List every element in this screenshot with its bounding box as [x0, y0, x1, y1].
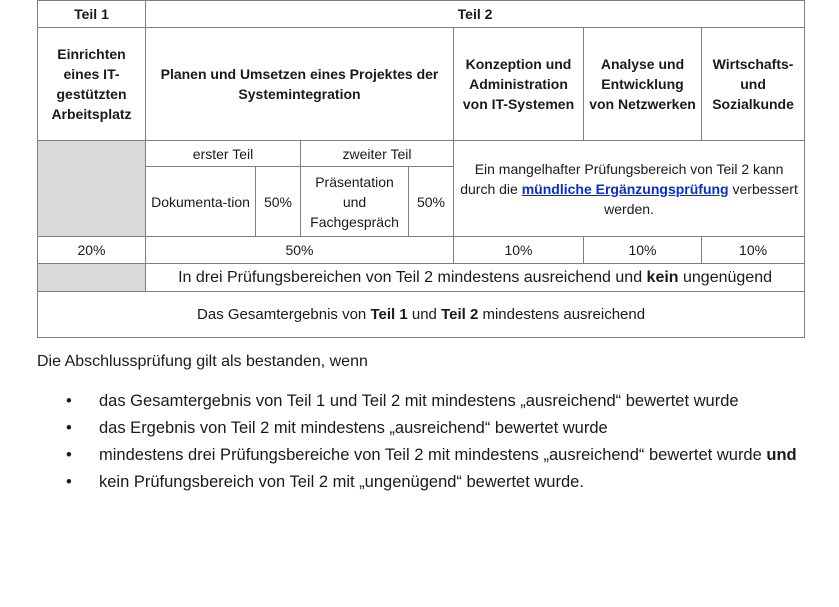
- dokumentation-label: Dokumenta-tion: [146, 167, 256, 237]
- rule-text-bold: kein: [646, 268, 679, 286]
- exam-area-arbeitsplatz: Einrichten eines IT-gestützten Arbeitsplatz: [38, 28, 146, 141]
- erster-teil-label: erster Teil: [146, 141, 301, 167]
- intro-paragraph: Die Abschlussprüfung gilt als bestanden, wenn: [37, 353, 368, 370]
- criteria-text: mindestens drei Prüfungsbereiche von Teil 2 mit mindestens „ausreichend“ bewertet wurde: [99, 446, 762, 464]
- weight-konzeption: 10%: [454, 237, 584, 264]
- total-text-1: Das Gesamtergebnis von: [197, 305, 371, 323]
- empty-gray-cell: [38, 141, 146, 237]
- teil1-header: Teil 1: [38, 1, 146, 28]
- criteria-item: [60, 442, 800, 469]
- empty-gray-cell: [38, 264, 146, 292]
- weight-wiso: 10%: [702, 237, 805, 264]
- gesamtergebnis-rule: [38, 292, 805, 338]
- criteria-bold-und: und: [766, 446, 797, 464]
- exam-area-netzwerke: Analyse und Entwicklung von Netzwerken: [584, 28, 702, 141]
- note-text-end: verbessert werden.: [604, 180, 798, 217]
- criteria-list: [60, 388, 800, 496]
- praesentation-label: Präsentation und Fachgespräch: [301, 167, 409, 237]
- ergaenzung-note: [454, 141, 805, 237]
- criteria-item: • das Ergebnis von Teil 2 mit mindestens „ausreichend“ bewertet wurde: [60, 415, 800, 442]
- weight-projekt: 50%: [146, 237, 454, 264]
- rule-text-end: ungenügend: [678, 268, 772, 286]
- weight-teil1: 20%: [38, 237, 146, 264]
- exam-area-wiso: Wirtschafts- und Sozialkunde: [702, 28, 805, 141]
- exam-area-konzeption: Konzeption und Administration von IT-Systemen: [454, 28, 584, 141]
- total-teil1: Teil 1: [370, 305, 408, 323]
- rule-text-start: In drei Prüfungsbereichen von Teil 2 mindestens ausreichend und: [178, 268, 647, 286]
- zweiter-teil-label: zweiter Teil: [301, 141, 454, 167]
- total-text-3: mindestens ausreichend: [478, 305, 646, 323]
- teil2-header: Teil 2: [146, 1, 805, 28]
- total-text-2: und: [407, 305, 442, 323]
- criteria-item: • das Gesamtergebnis von Teil 1 und Teil 2 mit mindestens „ausreichend“ bewertet wurde: [60, 388, 800, 415]
- exam-area-projekt: Planen und Umsetzen eines Projektes der Systemintegration: [146, 28, 454, 141]
- total-teil2: Teil 2: [441, 305, 479, 323]
- exam-structure-table: [37, 0, 805, 338]
- note-text-start: Ein mangelhafter Prüfungsbereich von Teil 2 kann durch die: [460, 160, 784, 197]
- weight-netzwerke: 10%: [584, 237, 702, 264]
- criteria-item: • kein Prüfungsbereich von Teil 2 mit „ungenügend“ bewertet wurde.: [60, 469, 800, 496]
- muendliche-ergaenzungspruefung-link[interactable]: mündliche Ergänzungsprüfung: [521, 180, 729, 197]
- teil2-rule: [146, 264, 805, 292]
- praesentation-weight: 50%: [409, 167, 454, 237]
- dokumentation-weight: 50%: [256, 167, 301, 237]
